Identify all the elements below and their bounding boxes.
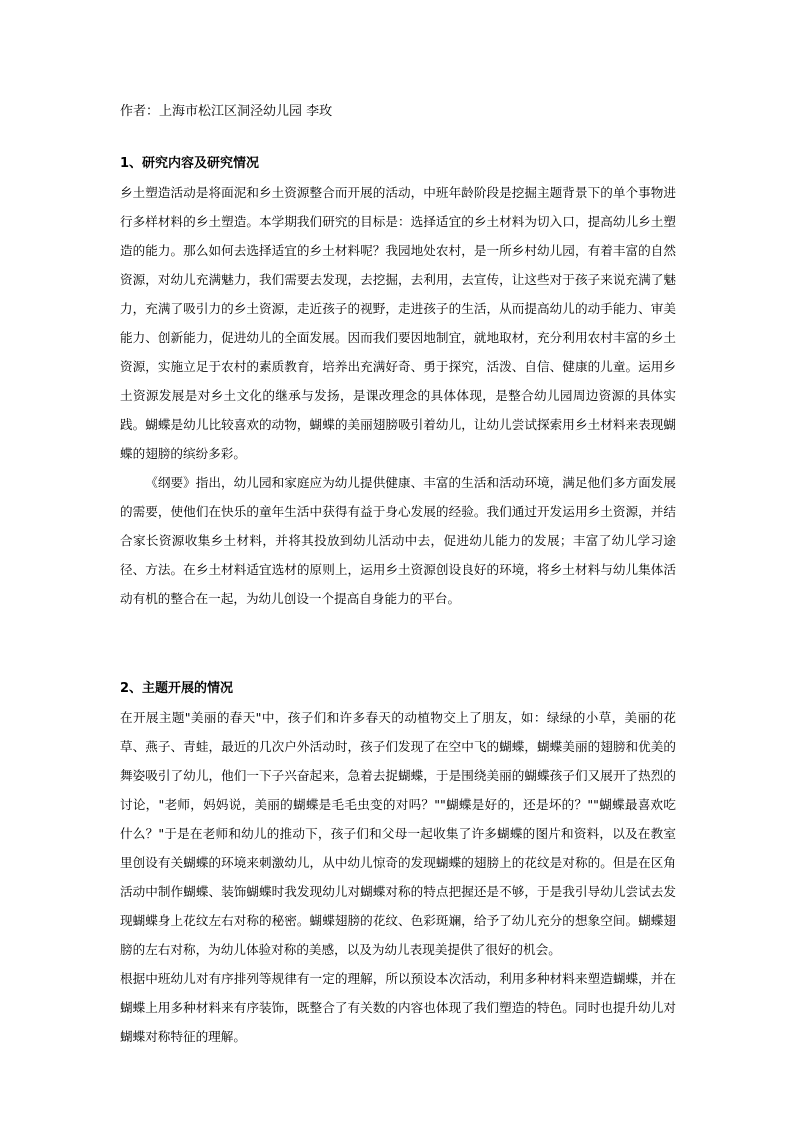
section-heading: 2、主题开展的情况 <box>120 681 234 696</box>
section-heading: 1、研究内容及研究情况 <box>120 156 260 171</box>
document-page <box>120 100 676 1051</box>
section-theme-development <box>120 677 676 1051</box>
paragraph: 《纲要》指出，幼儿园和家庭应为幼儿提供健康、丰富的生活和活动环境，满足他们多方面发展的需要，使他们在快乐的童年生活中获得有益于身心发展的经验。我们通过开发运用乡土资源，并结合家长资源收集乡土材料，并将其投放到幼儿活动中去，促进幼儿能力的发展；丰富了幼儿学习途径、方法。在乡土材料适宜选材的原则上，运用乡土资源创设良好的环境，将乡土材料与幼儿集体活动有机的整合在一起，为幼儿创设一个提高自身能力的平台。 <box>120 475 676 606</box>
author-line: 作者：上海市松江区洞泾幼儿园 李玫 <box>120 104 333 119</box>
paragraph: 在开展主题"美丽的春天"中，孩子们和许多春天的动植物交上了朋友，如：绿绿的小草，美丽的花草、燕子、青蛙，最近的几次户外活动时，孩子们发现了在空中飞的蝴蝶，蝴蝶美丽的翅膀和优美的舞姿吸引了幼儿，他们一下子兴奋起来，急着去捉蝴蝶，于是围绕美丽的蝴蝶孩子们又展开了热烈的讨论，"老师，妈妈说，美丽的蝴蝶是毛毛虫变的对吗？""蝴蝶是好的，还是坏的？""蝴蝶最喜欢吃什么？"于是在老师和幼儿的推动下，孩子们和父母一起收集了许多蝴蝶的图片和资料，以及在教室里创设有关蝴蝶的环境来刺激幼儿，从中幼儿惊奇的发现蝴蝶的翅膀上的花纹是对称的。但是在区角活动中制作蝴蝶、装饰蝴蝶时我发现幼儿对蝴蝶对称的特点把握还是不够，于是我引导幼儿尝试去发现蝴蝶身上花纹左右对称的秘密。蝴蝶翅膀的花纹、色彩斑斓，给予了幼儿充分的想象空间。蝴蝶翅膀的左右对称，为幼儿体验对称的美感，以及为幼儿表现美提供了很好的机会。 <box>120 710 676 957</box>
paragraph: 乡土塑造活动是将面泥和乡土资源整合而开展的活动，中班年龄阶段是挖掘主题背景下的单个事物进行多样材料的乡土塑造。本学期我们研究的目标是：选择适宜的乡土材料为切入口，提高幼儿乡土塑造的能力。那么如何去选择适宜的乡土材料呢？我园地处农村，是一所乡村幼儿园，有着丰富的自然资源，对幼儿充满魅力，我们需要去发现，去挖掘，去利用，去宣传，让这些对于孩子来说充满了魅力，充满了吸引力的乡土资源，走近孩子的视野，走进孩子的生活，从而提高幼儿的动手能力、审美能力、创新能力，促进幼儿的全面发展。因而我们要因地制宜，就地取材，充分利用农村丰富的乡土资源，实施立足于农村的素质教育，培养出充满好奇、勇于探究，活泼、自信、健康的儿童。运用乡土资源发展是对乡土文化的继承与发扬，是课改理念的具体体现，是整合幼儿园周边资源的具体实践。蝴蝶是幼儿比较喜欢的动物，蝴蝶的美丽翅膀吸引着幼儿，让幼儿尝试探索用乡土材料来表现蝴蝶的翅膀的缤纷多彩。 <box>120 185 676 461</box>
section-research-content <box>120 152 676 613</box>
paragraph: 根据中班幼儿对有序排列等规律有一定的理解，所以预设本次活动，利用多种材料来塑造蝴蝶，并在蝴蝶上用多种材料来有序装饰，既整合了有关数的内容也体现了我们塑造的特色。同时也提升幼儿对蝴蝶对称特征的理解。 <box>120 971 676 1044</box>
